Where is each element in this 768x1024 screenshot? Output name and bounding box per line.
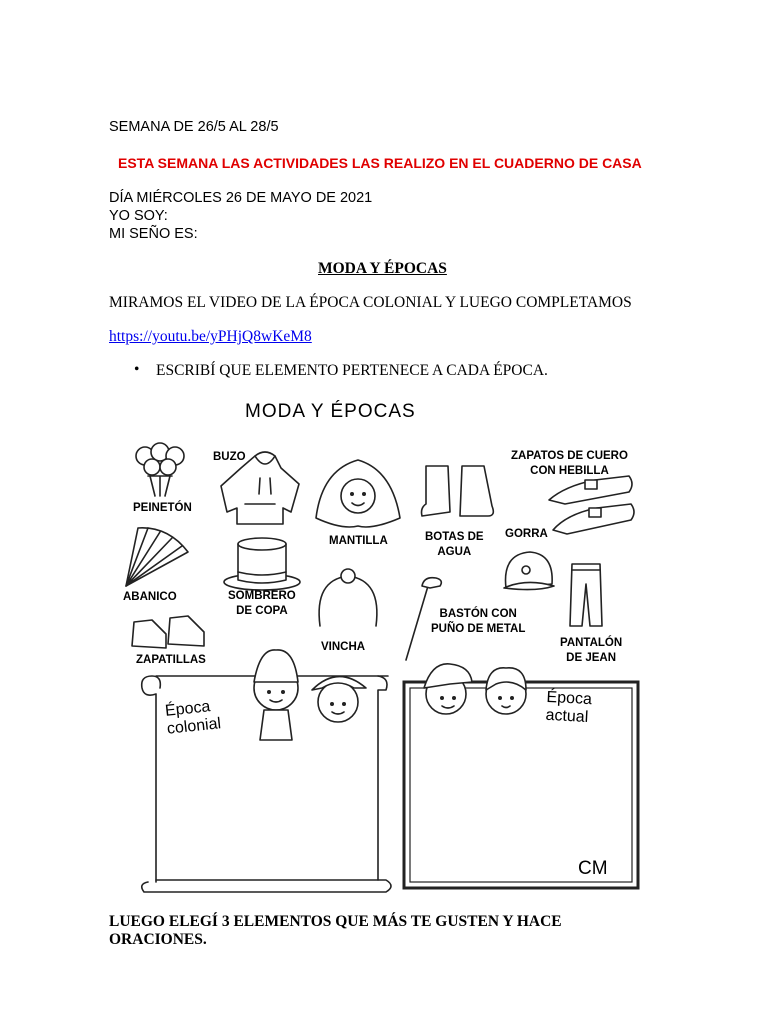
actual-label-line1: Época [546, 688, 593, 709]
colonial-label [164, 697, 222, 738]
label-botas [425, 530, 484, 560]
label-sombrero-line2: DE COPA [236, 605, 288, 617]
page-title: MODA Y ÉPOCAS [318, 260, 447, 277]
bullet-instruction: ESCRIBÍ QUE ELEMENTO PERTENECE A CADA ÉPOCA. [156, 362, 548, 379]
zapatillas-illustration [128, 612, 208, 652]
yo-soy-line: YO SOY: [109, 208, 168, 224]
label-pantalon [560, 636, 622, 666]
video-link[interactable]: https://youtu.be/yPHjQ8wKeM8 [109, 328, 312, 345]
label-baston-line2: PUÑO DE METAL [431, 623, 526, 635]
label-sombrero [228, 589, 296, 619]
actual-label [545, 689, 592, 727]
buzo-illustration [215, 448, 305, 526]
label-sombrero-line1: SOMBRERO [228, 590, 296, 602]
label-buzo: BUZO [213, 451, 246, 463]
label-botas-line2: AGUA [437, 546, 472, 558]
label-botas-line1: BOTAS DE [425, 531, 484, 543]
week-range: SEMANA DE 26/5 AL 28/5 [109, 119, 279, 135]
zapatos-illustration [545, 470, 637, 538]
label-pantalon-line2: DE JEAN [566, 652, 617, 664]
closing-line-1: LUEGO ELEGÍ 3 ELEMENTOS QUE MÁS TE GUSTEN Y HACE [109, 913, 562, 930]
gorra-illustration [496, 548, 558, 594]
label-peineton: PEINETÓN [133, 502, 192, 514]
closing-line-2: ORACIONES. [109, 931, 207, 948]
actual-children-illustration [416, 652, 536, 724]
label-baston [431, 607, 525, 637]
label-zapatillas: ZAPATILLAS [136, 654, 206, 666]
colonial-label-line2: colonial [166, 715, 222, 738]
notice-text: ESTA SEMANA LAS ACTIVIDADES LAS REALIZO EN EL CUADERNO DE CASA [118, 155, 642, 171]
label-zapatos-line2: CON HEBILLA [530, 465, 609, 477]
label-baston-line1: BASTÓN CON [439, 608, 517, 620]
mi-seno-line: MI SEÑO ES: [109, 226, 198, 242]
worksheet-title: MODA Y ÉPOCAS [245, 401, 416, 422]
label-pantalon-line1: PANTALÓN [560, 637, 623, 649]
date-line: DÍA MIÉRCOLES 26 DE MAYO DE 2021 [109, 190, 373, 206]
label-gorra: GORRA [505, 528, 548, 540]
label-abanico: ABANICO [123, 591, 177, 603]
signature-cm: CM [578, 858, 608, 879]
peineton-illustration [130, 442, 190, 498]
botas-illustration [418, 462, 498, 522]
pantalon-illustration [566, 560, 606, 630]
label-mantilla: MANTILLA [329, 535, 388, 547]
instruction-text: MIRAMOS EL VIDEO DE LA ÉPOCA COLONIAL Y LUEGO COMPLETAMOS [109, 294, 632, 311]
vincha-illustration [312, 566, 384, 632]
mantilla-illustration [312, 456, 404, 532]
colonial-children-illustration [240, 644, 380, 744]
colonial-label-line1: Época [164, 698, 212, 720]
abanico-illustration [118, 524, 192, 590]
bullet-dot: • [134, 361, 140, 378]
label-vincha: VINCHA [321, 641, 366, 653]
actual-label-line2: actual [545, 706, 589, 727]
sombrero-illustration [222, 536, 302, 592]
label-zapatos-line1: ZAPATOS DE CUERO [511, 450, 628, 462]
